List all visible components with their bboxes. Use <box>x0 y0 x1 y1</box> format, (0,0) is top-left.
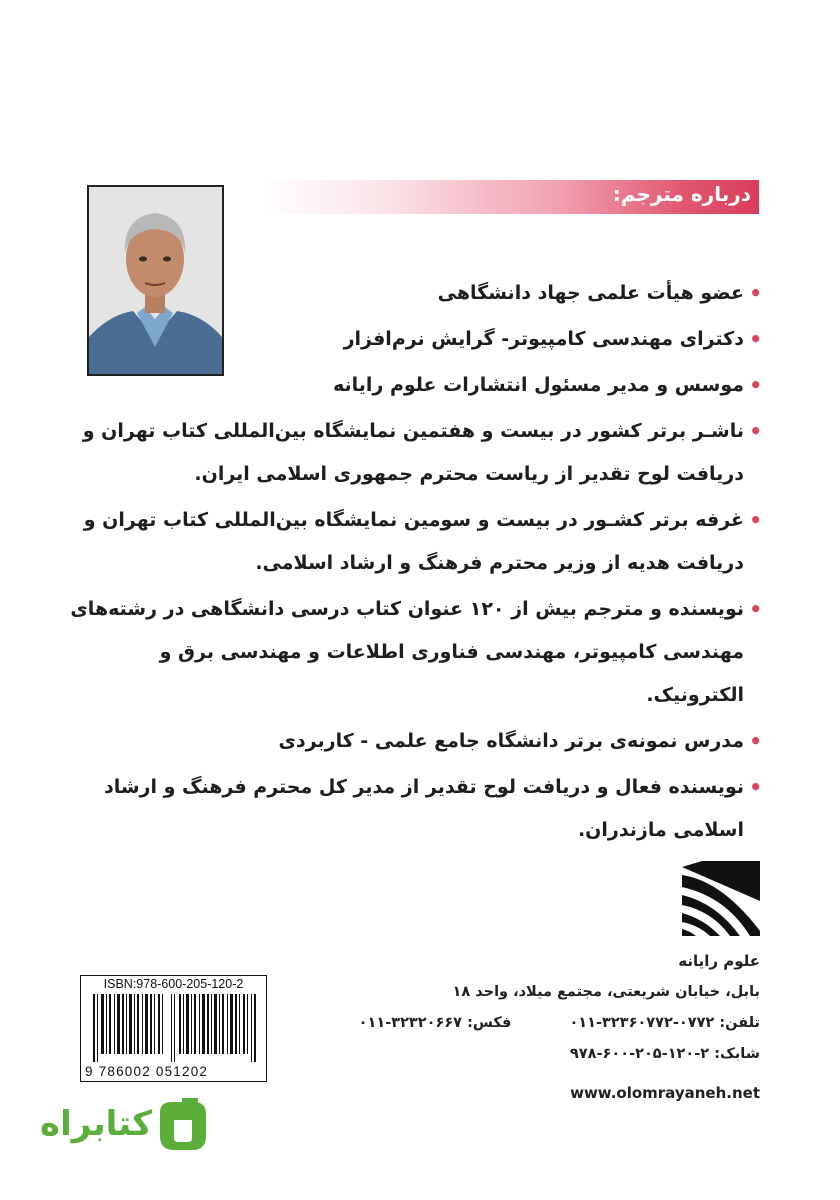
publisher-logo-icon <box>682 861 760 936</box>
brand-icon <box>152 1096 212 1156</box>
contact-row <box>340 1012 760 1043</box>
isbn-label: ISBN:978-600-205-120-2 <box>103 977 244 991</box>
bio-text: عضو هیأت علمی جهاد دانشگاهی <box>437 282 744 304</box>
bio-item <box>70 720 762 763</box>
bio-item <box>70 318 762 361</box>
bullet-icon: • <box>749 281 762 305</box>
bio-text: ناشـر برتر کشور در بیست و هفتمین نمایشگاه بین‌المللی کتاب تهران و دریافت لوح تقدیر از ریاست محترم جمهوری اسلامی ایران. <box>82 420 744 485</box>
bullet-icon: • <box>749 419 762 443</box>
publisher-website[interactable]: www.olomrayaneh.net <box>570 1084 760 1102</box>
bullet-icon: • <box>749 729 762 753</box>
bullet-icon: • <box>749 373 762 397</box>
bullet-icon: • <box>749 597 762 621</box>
bio-text: نویسنده فعال و دریافت لوح تقدیر از مدیر کل محترم فرهنگ و ارشاد اسلامی مازندران. <box>103 776 744 841</box>
publisher-phone: تلفن: ۰۷۷۲-۳۲۳۶۰۷۷۲-۰۱۱ <box>569 1015 760 1031</box>
bullet-icon: • <box>749 775 762 799</box>
bullet-icon: • <box>749 327 762 351</box>
barcode-bars <box>87 994 262 1062</box>
bio-item <box>70 272 762 315</box>
barcode <box>80 975 267 1082</box>
bullet-icon: • <box>749 508 762 532</box>
publisher-fax: فکس: ۳۲۳۲۰۶۶۷-۰۱۱ <box>358 1015 512 1031</box>
bio-item <box>70 364 762 407</box>
bio-list <box>70 272 762 855</box>
bio-item <box>70 588 762 717</box>
publisher-info <box>340 950 760 1113</box>
bio-item <box>70 410 762 496</box>
header-bar <box>262 180 759 214</box>
bio-text: موسس و مدیر مسئول انتشارات علوم رایانه <box>332 374 744 396</box>
section-title: درباره مترجم: <box>612 182 751 206</box>
bio-item <box>70 499 762 585</box>
barcode-digits: 9 786002 051202 <box>85 1064 209 1079</box>
ketabrah-logo <box>40 1096 220 1156</box>
publisher-address: بابل، خیابان شریعتی، مجتمع میلاد، واحد ۱۸ <box>452 984 760 1000</box>
publisher-name: علوم رایانه <box>678 952 760 970</box>
bio-item <box>70 766 762 852</box>
bio-text: نویسنده و مترجم بیش از ۱۲۰ عنوان کتاب درسی دانشگاهی در رشته‌های مهندسی کامپیوتر، مهندسی فناوری اطلاعات و مهندسی برق و الکترونیک. <box>70 598 744 706</box>
bio-text: مدرس نمونه‌ی برتر دانشگاه جامع علمی - کاربردی <box>278 730 744 752</box>
bio-text: غرفه برتر کشـور در بیست و سومین نمایشگاه بین‌المللی کتاب تهران و دریافت هدیه از وزیر محترم فرهنگ و ارشاد اسلامی. <box>83 509 744 574</box>
brand-name: کتابراه <box>40 1104 153 1144</box>
bio-text: دکترای مهندسی کامپیوتر- گرایش نرم‌افزار <box>343 328 744 350</box>
publisher-isbn: شابک: ۲-۱۲۰-۲۰۵-۶۰۰-۹۷۸ <box>569 1046 760 1062</box>
